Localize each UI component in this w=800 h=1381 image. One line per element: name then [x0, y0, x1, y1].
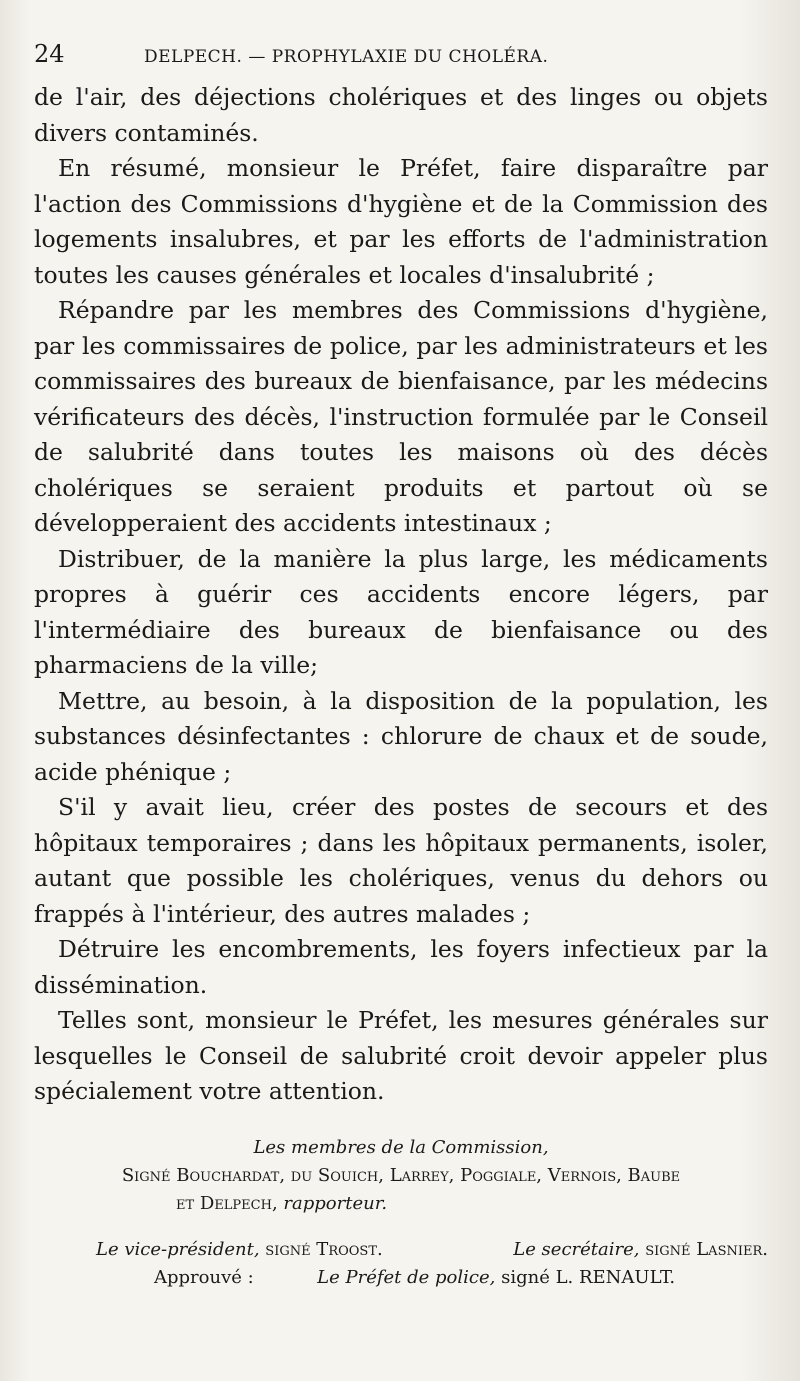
- paragraph-emergency-posts: S'il y avait lieu, créer des postes de secours et des hôpitaux temporaires ; dans les hôpitaux permanents, isoler, autant que possible les cholériques, venus du dehors ou frappés à l'intérieur, des autres malades ;: [34, 793, 768, 928]
- running-title: DELPECH. — PROPHYLAXIE DU CHOLÉRA.: [144, 47, 549, 67]
- approval-line: [34, 1264, 768, 1292]
- secretary-role: Le secrétaire,: [513, 1238, 640, 1260]
- paragraph-distribute-medicines: Distribuer, de la manière la plus large, les médicaments propres à guérir ces accidents encore légers, par l'intermédiaire des bureaux de bienfaisance ou des pharmaciens de la ville;: [34, 544, 768, 679]
- vice-president-role: Le vice-président,: [96, 1238, 260, 1260]
- paragraph-summary: En résumé, monsieur le Préfet, faire disparaître par l'action des Commissions d'hygiène et de la Commission des logements insalubres, et par les efforts de l'administration toutes les causes générales et locales d'insalubrité ;: [34, 154, 768, 289]
- paragraph-destroy-overcrowding: Détruire les encombrements, les foyers infectieux par la dissémination.: [34, 935, 768, 999]
- paragraph-spread-instructions: Répandre par les membres des Commissions d'hygiène, par les commissaires de police, par les administrateurs et les commissaires des bureaux de bienfaisance, par les médecins vérificateurs des décès, l'instruction formulée par le Conseil de salubrité dans toutes les maisons où des décès cholériques se seraient produits et partout où se développeraient des accidents intestinaux ;: [34, 296, 768, 537]
- signature-block: [34, 1134, 768, 1292]
- secretary-name: signé Lasnier.: [639, 1238, 768, 1260]
- approved-label: Approuvé :: [154, 1266, 254, 1288]
- vice-president: [34, 1236, 383, 1264]
- running-header: [34, 40, 768, 80]
- signed-line-2-prefix: et Delpech,: [176, 1192, 284, 1214]
- paragraph-conclusion: Telles sont, monsieur le Préfet, les mesures générales sur lesquelles le Conseil de salubrité croit devoir appeler plus spécialement votre attention.: [34, 1006, 768, 1105]
- prefect-role: Le Préfet de police,: [317, 1266, 496, 1288]
- body-text: [34, 80, 768, 1110]
- signed-line-2: [34, 1190, 768, 1218]
- rapporteur-role: rapporteur.: [283, 1192, 388, 1214]
- secretary: [513, 1236, 768, 1264]
- page-number: 24: [34, 40, 65, 68]
- members-heading: Les membres de la Commission,: [253, 1136, 549, 1158]
- signed-line-1: Signé Bouchardat, du Souich, Larrey, Poggiale, Vernois, Baube: [121, 1164, 681, 1186]
- officers-line: [34, 1236, 768, 1264]
- paragraph-continuation: de l'air, des déjections cholériques et des linges ou objets divers contaminés.: [34, 83, 768, 147]
- vice-president-name: signé Troost.: [259, 1238, 383, 1260]
- prefect-name: signé L. RENAULT.: [495, 1266, 676, 1288]
- paragraph-disinfectants: Mettre, au besoin, à la disposition de la population, les substances désinfectantes : chlorure de chaux et de soude, acide phénique ;: [34, 686, 768, 786]
